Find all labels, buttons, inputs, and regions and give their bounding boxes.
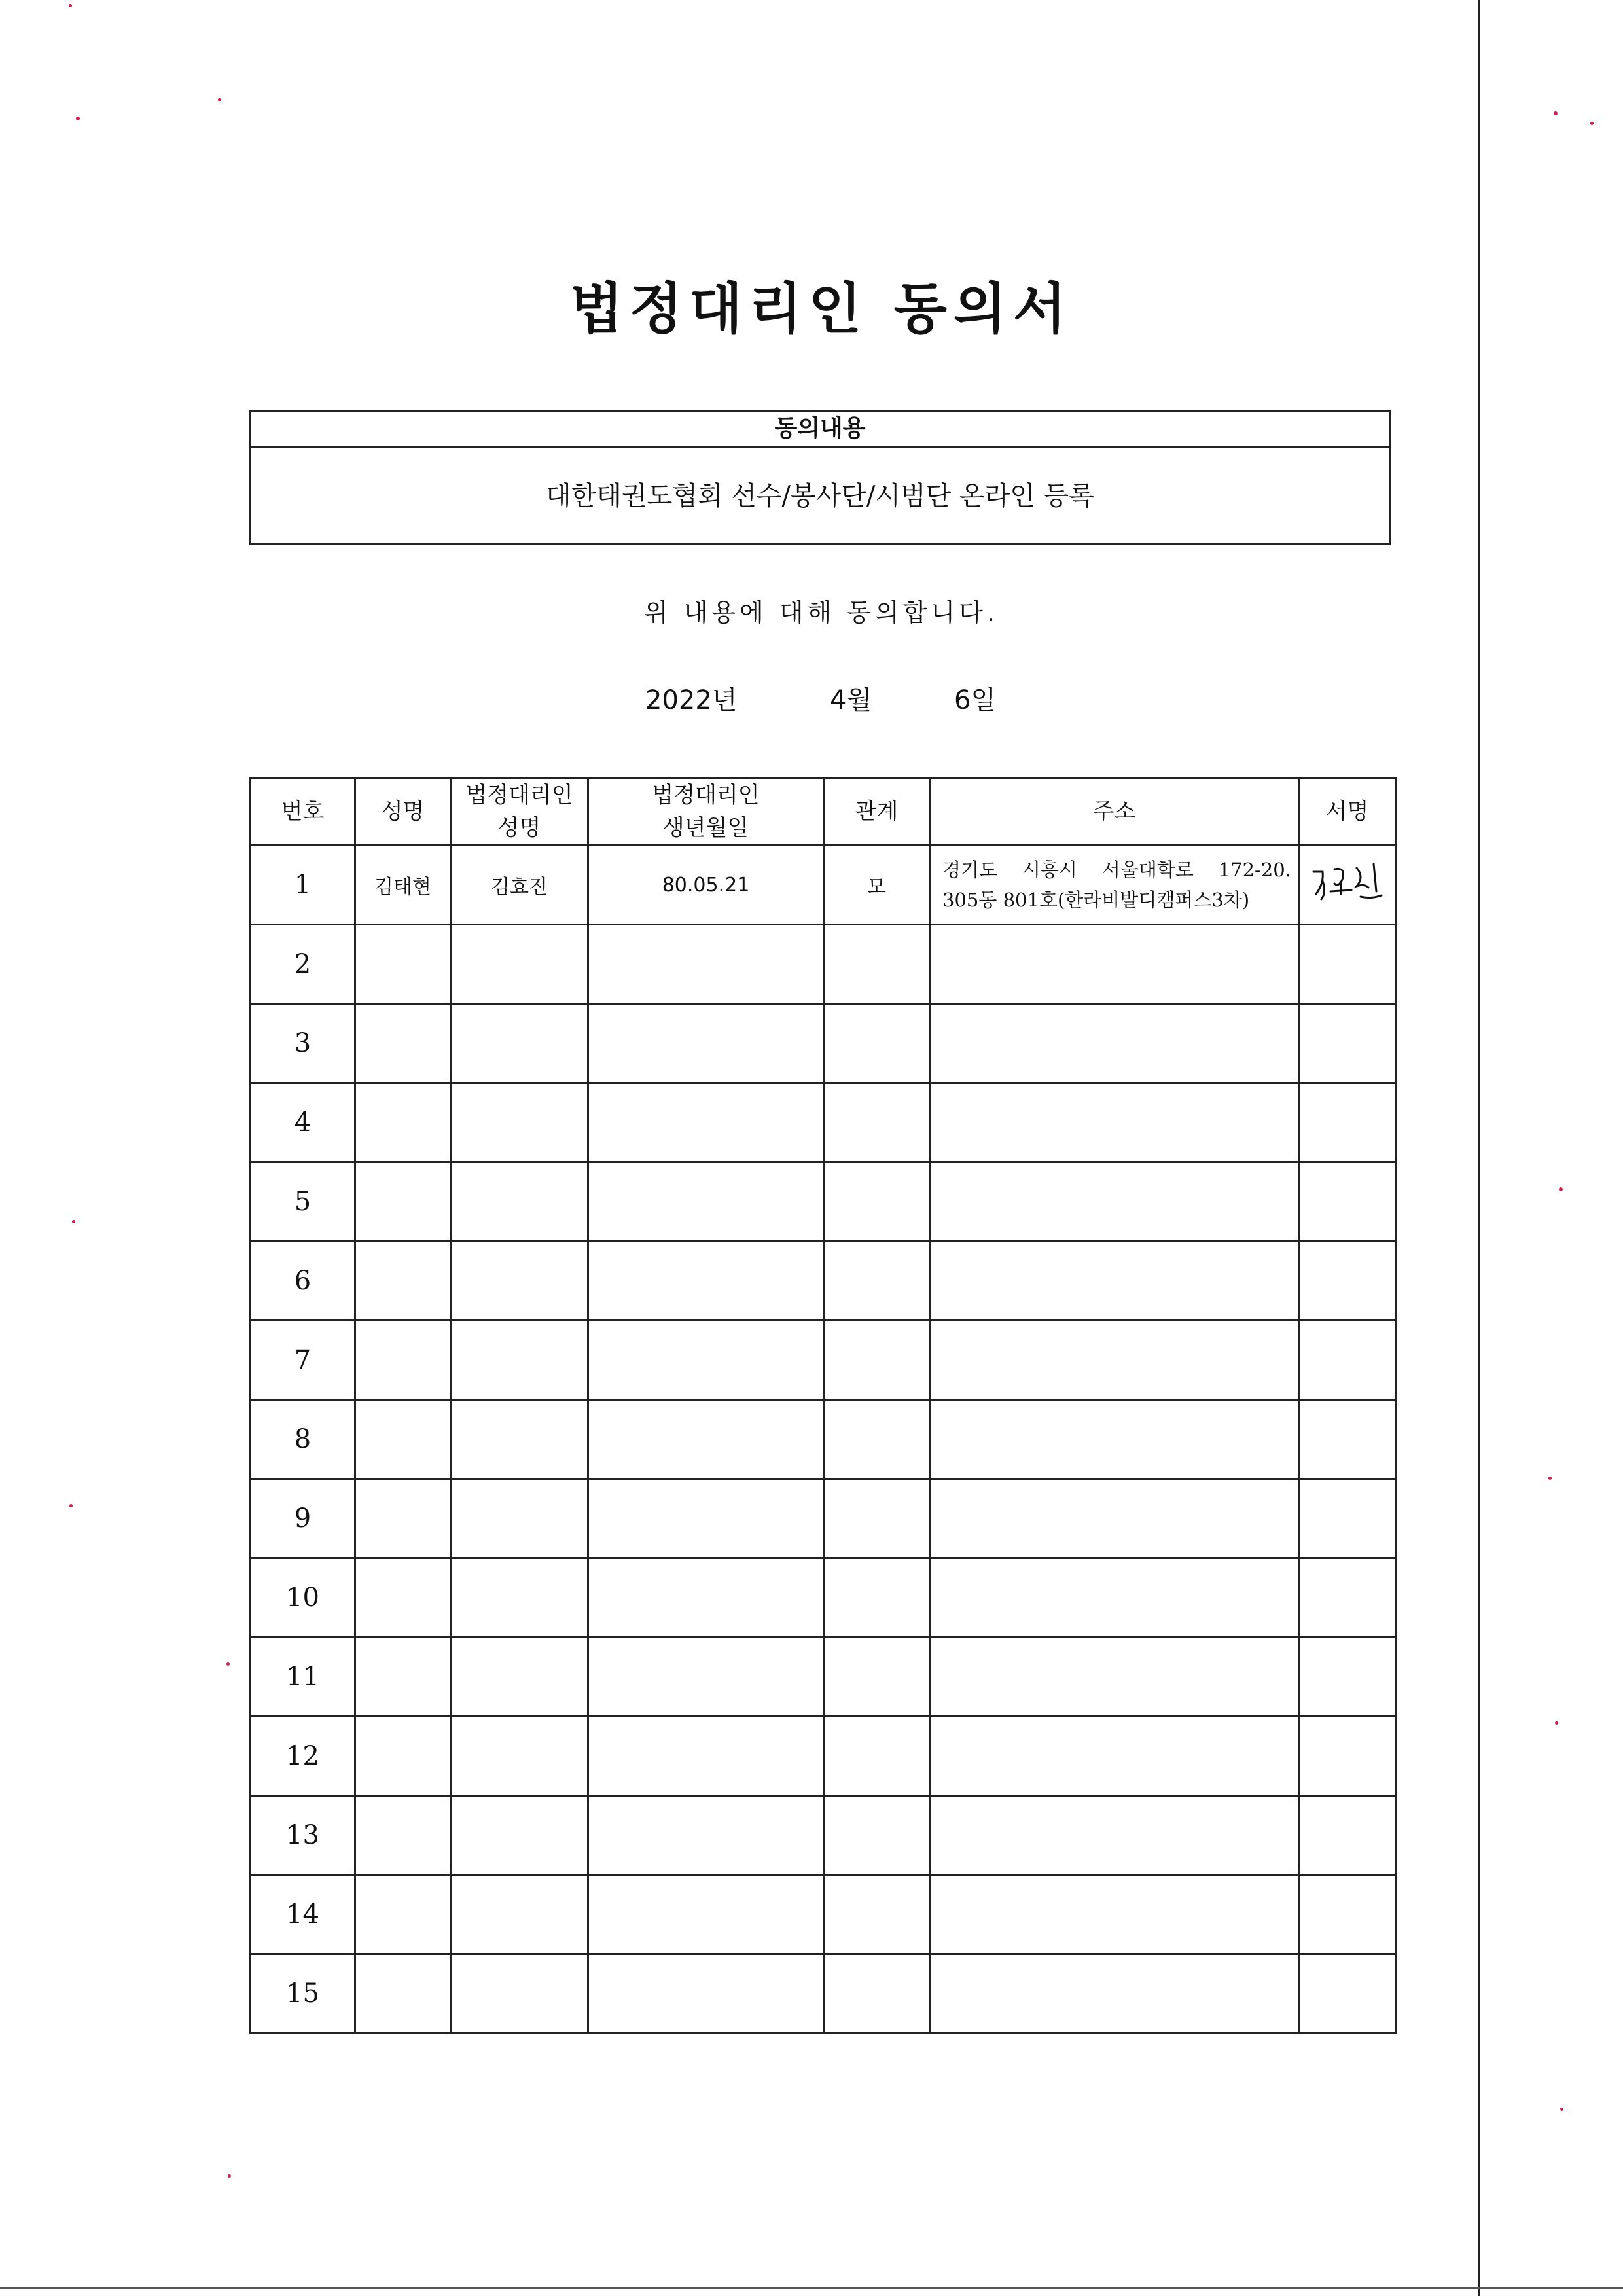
empty-cell (1299, 1083, 1396, 1162)
empty-cell (451, 1242, 588, 1321)
agreement-statement: 위 내용에 대해 동의합니다. (643, 598, 999, 627)
empty-cell (588, 1004, 824, 1083)
header-guardian-birth-line1: 법정대리인 (652, 782, 760, 808)
empty-cell (824, 1162, 930, 1242)
table-row (251, 1875, 1396, 1954)
row-number: 14 (251, 1875, 355, 1954)
empty-cell (1299, 1479, 1396, 1558)
table-row (251, 1004, 1396, 1083)
scan-speck (228, 2174, 231, 2178)
empty-cell (355, 1479, 451, 1558)
row-signature (1299, 846, 1396, 925)
table-row (251, 1796, 1396, 1875)
date-day: 6일 (954, 685, 997, 715)
empty-cell (824, 1875, 930, 1954)
table-row (251, 1479, 1396, 1558)
table-row (251, 925, 1396, 1004)
table-row (251, 1954, 1396, 2034)
row-number: 1 (251, 846, 355, 925)
empty-cell (824, 1321, 930, 1400)
scan-speck (76, 117, 80, 120)
empty-cell (824, 1558, 930, 1638)
empty-cell (588, 1162, 824, 1242)
header-signature: 서명 (1299, 778, 1396, 846)
header-guardian-name-line1: 법정대리인 (465, 782, 573, 808)
empty-cell (930, 1558, 1299, 1638)
row-number: 11 (251, 1638, 355, 1717)
row-number: 7 (251, 1321, 355, 1400)
empty-cell (451, 1004, 588, 1083)
scan-speck (1548, 1477, 1552, 1480)
row-number: 6 (251, 1242, 355, 1321)
row-number: 8 (251, 1400, 355, 1479)
scan-speck (1590, 122, 1594, 125)
empty-cell (824, 1083, 930, 1162)
scan-speck (1560, 2108, 1563, 2111)
scan-page-edge (1478, 0, 1480, 2296)
consent-section-header: 동의내용 (251, 412, 1389, 448)
empty-cell (930, 1954, 1299, 2034)
table-header-row (251, 778, 1396, 846)
empty-cell (451, 1638, 588, 1717)
empty-cell (930, 1638, 1299, 1717)
empty-cell (355, 1558, 451, 1638)
row-number: 15 (251, 1954, 355, 2034)
table-row (251, 1083, 1396, 1162)
header-guardian-birth-line2: 생년월일 (662, 815, 749, 841)
empty-cell (588, 1875, 824, 1954)
address-line1 (942, 855, 1291, 885)
table-row (251, 1400, 1396, 1479)
row-number: 10 (251, 1558, 355, 1638)
guardian-roster-table (249, 777, 1397, 2034)
row-number: 4 (251, 1083, 355, 1162)
header-address: 주소 (930, 778, 1299, 846)
empty-cell (588, 1954, 824, 2034)
empty-cell (824, 1004, 930, 1083)
empty-cell (930, 1796, 1299, 1875)
empty-cell (1299, 1638, 1396, 1717)
row-relation: 모 (824, 846, 930, 925)
empty-cell (1299, 1875, 1396, 1954)
consent-section (249, 410, 1391, 545)
empty-cell (355, 1083, 451, 1162)
scan-speck (226, 1662, 230, 1666)
empty-cell (1299, 1400, 1396, 1479)
empty-cell (451, 1479, 588, 1558)
empty-cell (930, 1400, 1299, 1479)
document-title: 법정대리인 동의서 (569, 277, 1073, 341)
handwritten-signature (1308, 857, 1387, 910)
row-number: 9 (251, 1479, 355, 1558)
table-row (251, 1638, 1396, 1717)
date-month: 4월 (830, 685, 872, 715)
scan-bottom-edge (0, 2287, 1623, 2289)
scan-speck (1554, 111, 1558, 115)
empty-cell (588, 1796, 824, 1875)
empty-cell (824, 1954, 930, 2034)
empty-cell (1299, 1321, 1396, 1400)
empty-cell (824, 1717, 930, 1796)
empty-cell (451, 1400, 588, 1479)
empty-cell (355, 1954, 451, 2034)
empty-cell (824, 1242, 930, 1321)
empty-cell (1299, 1717, 1396, 1796)
address-part: 시흥시 (1022, 859, 1077, 881)
consent-section-content: 대한태권도협회 선수/봉사단/시범단 온라인 등록 (546, 481, 1094, 511)
empty-cell (588, 1558, 824, 1638)
empty-cell (451, 1717, 588, 1796)
header-relation: 관계 (824, 778, 930, 846)
empty-cell (588, 1321, 824, 1400)
empty-cell (824, 925, 930, 1004)
scan-speck (72, 1220, 75, 1223)
header-guardian-name (451, 778, 588, 846)
row-number: 3 (251, 1004, 355, 1083)
header-guardian-birth (588, 778, 824, 846)
empty-cell (451, 1954, 588, 2034)
empty-cell (355, 1875, 451, 1954)
empty-cell (588, 1400, 824, 1479)
empty-cell (824, 1796, 930, 1875)
empty-cell (824, 1638, 930, 1717)
table-row (251, 1321, 1396, 1400)
scan-speck (218, 98, 221, 101)
empty-cell (355, 1796, 451, 1875)
empty-cell (451, 1796, 588, 1875)
empty-cell (451, 1558, 588, 1638)
row-number: 2 (251, 925, 355, 1004)
empty-cell (588, 1638, 824, 1717)
empty-cell (1299, 1558, 1396, 1638)
row-number: 12 (251, 1717, 355, 1796)
table-row (251, 1717, 1396, 1796)
empty-cell (930, 1083, 1299, 1162)
empty-cell (451, 1162, 588, 1242)
table-row (251, 1162, 1396, 1242)
empty-cell (355, 1004, 451, 1083)
empty-cell (355, 1400, 451, 1479)
header-guardian-name-line2: 성명 (497, 815, 541, 841)
empty-cell (451, 1083, 588, 1162)
table-row (251, 1242, 1396, 1321)
row-number: 5 (251, 1162, 355, 1242)
empty-cell (451, 1321, 588, 1400)
empty-cell (930, 1321, 1299, 1400)
scan-speck (1559, 1187, 1563, 1191)
empty-cell (451, 1875, 588, 1954)
empty-cell (588, 1479, 824, 1558)
empty-cell (824, 1400, 930, 1479)
empty-cell (930, 1004, 1299, 1083)
header-name: 성명 (355, 778, 451, 846)
empty-cell (930, 1162, 1299, 1242)
empty-cell (824, 1479, 930, 1558)
empty-cell (355, 1162, 451, 1242)
row-guardian-birth: 80.05.21 (588, 846, 824, 925)
row-number: 13 (251, 1796, 355, 1875)
address-part: 경기도 (942, 859, 998, 881)
empty-cell (930, 1479, 1299, 1558)
empty-cell (355, 925, 451, 1004)
row-address (930, 846, 1299, 925)
empty-cell (930, 1242, 1299, 1321)
scan-speck (69, 1504, 73, 1507)
empty-cell (1299, 1954, 1396, 2034)
row-guardian-name: 김효진 (451, 846, 588, 925)
empty-cell (355, 1638, 451, 1717)
row-name: 김태현 (355, 846, 451, 925)
empty-cell (1299, 1162, 1396, 1242)
empty-cell (355, 1242, 451, 1321)
table-row (251, 846, 1396, 925)
empty-cell (1299, 1796, 1396, 1875)
date-year: 2022년 (645, 685, 738, 715)
address-line2: 305동 801호(한라비발디캠퍼스3차) (942, 889, 1250, 911)
scan-speck (1555, 1721, 1558, 1725)
empty-cell (588, 925, 824, 1004)
header-number: 번호 (251, 778, 355, 846)
empty-cell (355, 1717, 451, 1796)
scan-speck (69, 4, 72, 7)
empty-cell (930, 925, 1299, 1004)
empty-cell (355, 1321, 451, 1400)
empty-cell (588, 1083, 824, 1162)
empty-cell (1299, 925, 1396, 1004)
table-row (251, 1558, 1396, 1638)
empty-cell (588, 1717, 824, 1796)
empty-cell (930, 1717, 1299, 1796)
empty-cell (451, 925, 588, 1004)
empty-cell (1299, 1242, 1396, 1321)
address-part: 서울대학로 (1101, 859, 1194, 881)
empty-cell (930, 1875, 1299, 1954)
empty-cell (588, 1242, 824, 1321)
empty-cell (1299, 1004, 1396, 1083)
address-part: 172-20. (1218, 859, 1291, 881)
